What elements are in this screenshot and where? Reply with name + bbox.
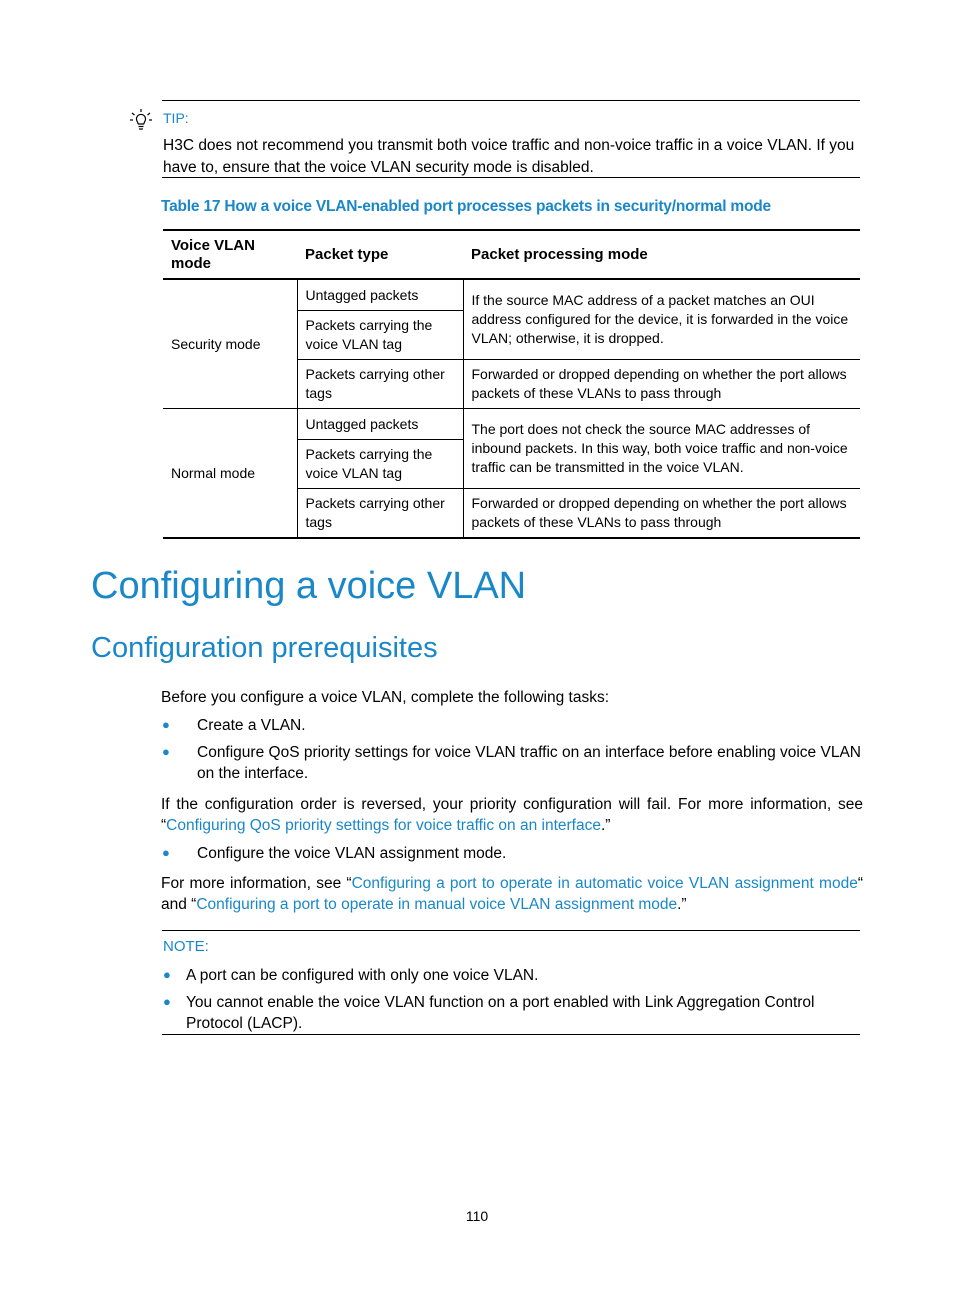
bullet-dot: ● bbox=[162, 845, 170, 860]
task-item: Configure the voice VLAN assignment mode. bbox=[197, 845, 507, 862]
tip-bottom-rule bbox=[162, 177, 860, 178]
header-processing-mode: Packet processing mode bbox=[463, 230, 860, 279]
processing-cell: Forwarded or dropped depending on whether the port allows packets of these VLANs to pass through bbox=[463, 489, 860, 539]
bullet-dot: ● bbox=[162, 744, 170, 759]
processing-cell: If the source MAC address of a packet matches an OUI address configured for the device, it is forwarded in the voice VLAN; otherwise, it is dropped. bbox=[463, 279, 860, 360]
note-item: A port can be configured with only one voice VLAN. bbox=[186, 967, 539, 984]
paragraph-text: .” bbox=[600, 817, 611, 834]
packet-type-cell: Packets carrying other tags bbox=[297, 489, 463, 539]
bullet-dot: ● bbox=[163, 967, 171, 982]
packet-type-cell: Packets carrying the voice VLAN tag bbox=[297, 440, 463, 489]
processing-cell: The port does not check the source MAC addresses of inbound packets. In this way, both voice traffic and non-voice traffic can be transmitted in the voice VLAN. bbox=[463, 409, 860, 489]
paragraph-text: “ and “ bbox=[161, 875, 863, 913]
table-header-row bbox=[163, 230, 860, 279]
section-title: Configuration prerequisites bbox=[91, 632, 438, 664]
manual-assignment-link[interactable]: Configuring a port to operate in manual voice VLAN assignment mode bbox=[196, 896, 678, 913]
tip-text: H3C does not recommend you transmit both voice traffic and non-voice traffic in a voice VLAN. If you have to, ensure that the voice VLAN security mode is disabled. bbox=[163, 137, 855, 176]
order-paragraph bbox=[161, 794, 863, 836]
task-item: Configure QoS priority settings for voice VLAN traffic on an interface before enabling voice VLAN on the interface. bbox=[197, 744, 861, 782]
automatic-assignment-link[interactable]: Configuring a port to operate in automatic voice VLAN assignment mode bbox=[351, 875, 858, 892]
table-row bbox=[163, 409, 860, 440]
intro-text: Before you configure a voice VLAN, complete the following tasks: bbox=[161, 689, 610, 706]
normal-mode-cell: Normal mode bbox=[163, 409, 297, 539]
processing-cell: Forwarded or dropped depending on whether the port allows packets of these VLANs to pass through bbox=[463, 360, 860, 409]
header-packet-type: Packet type bbox=[297, 230, 463, 279]
lightbulb-icon bbox=[129, 108, 153, 132]
packet-type-cell: Untagged packets bbox=[297, 409, 463, 440]
security-mode-cell: Security mode bbox=[163, 279, 297, 409]
table-caption: Table 17 How a voice VLAN-enabled port processes packets in security/normal mode bbox=[161, 198, 771, 215]
page-title: Configuring a voice VLAN bbox=[91, 565, 527, 607]
more-info-paragraph bbox=[161, 873, 863, 915]
tip-top-rule bbox=[162, 100, 860, 101]
header-voice-vlan-mode: Voice VLAN mode bbox=[163, 230, 297, 279]
paragraph-text: .” bbox=[677, 896, 687, 913]
qos-priority-link[interactable]: Configuring QoS priority settings for voice traffic on an interface bbox=[166, 817, 601, 834]
tip-label: TIP: bbox=[163, 110, 189, 126]
note-top-rule bbox=[162, 930, 860, 931]
task-item: Create a VLAN. bbox=[197, 717, 306, 734]
bullet-dot: ● bbox=[163, 994, 171, 1009]
page-number: 110 bbox=[465, 1208, 489, 1224]
voice-vlan-table bbox=[163, 229, 860, 539]
note-bottom-rule bbox=[162, 1034, 860, 1035]
note-item: You cannot enable the voice VLAN function on a port enabled with Link Aggregation Control Protocol (LACP). bbox=[186, 994, 815, 1032]
packet-type-cell: Packets carrying other tags bbox=[297, 360, 463, 409]
packet-type-cell: Untagged packets bbox=[297, 279, 463, 311]
note-label: NOTE: bbox=[163, 938, 209, 955]
paragraph-text: For more information, see “ bbox=[161, 875, 352, 892]
bullet-dot: ● bbox=[162, 717, 170, 732]
paragraph-text: If the configuration order is reversed, your priority configuration will fail. For more information, see “ bbox=[161, 796, 863, 834]
table-row bbox=[163, 279, 860, 311]
packet-type-cell: Packets carrying the voice VLAN tag bbox=[297, 311, 463, 360]
